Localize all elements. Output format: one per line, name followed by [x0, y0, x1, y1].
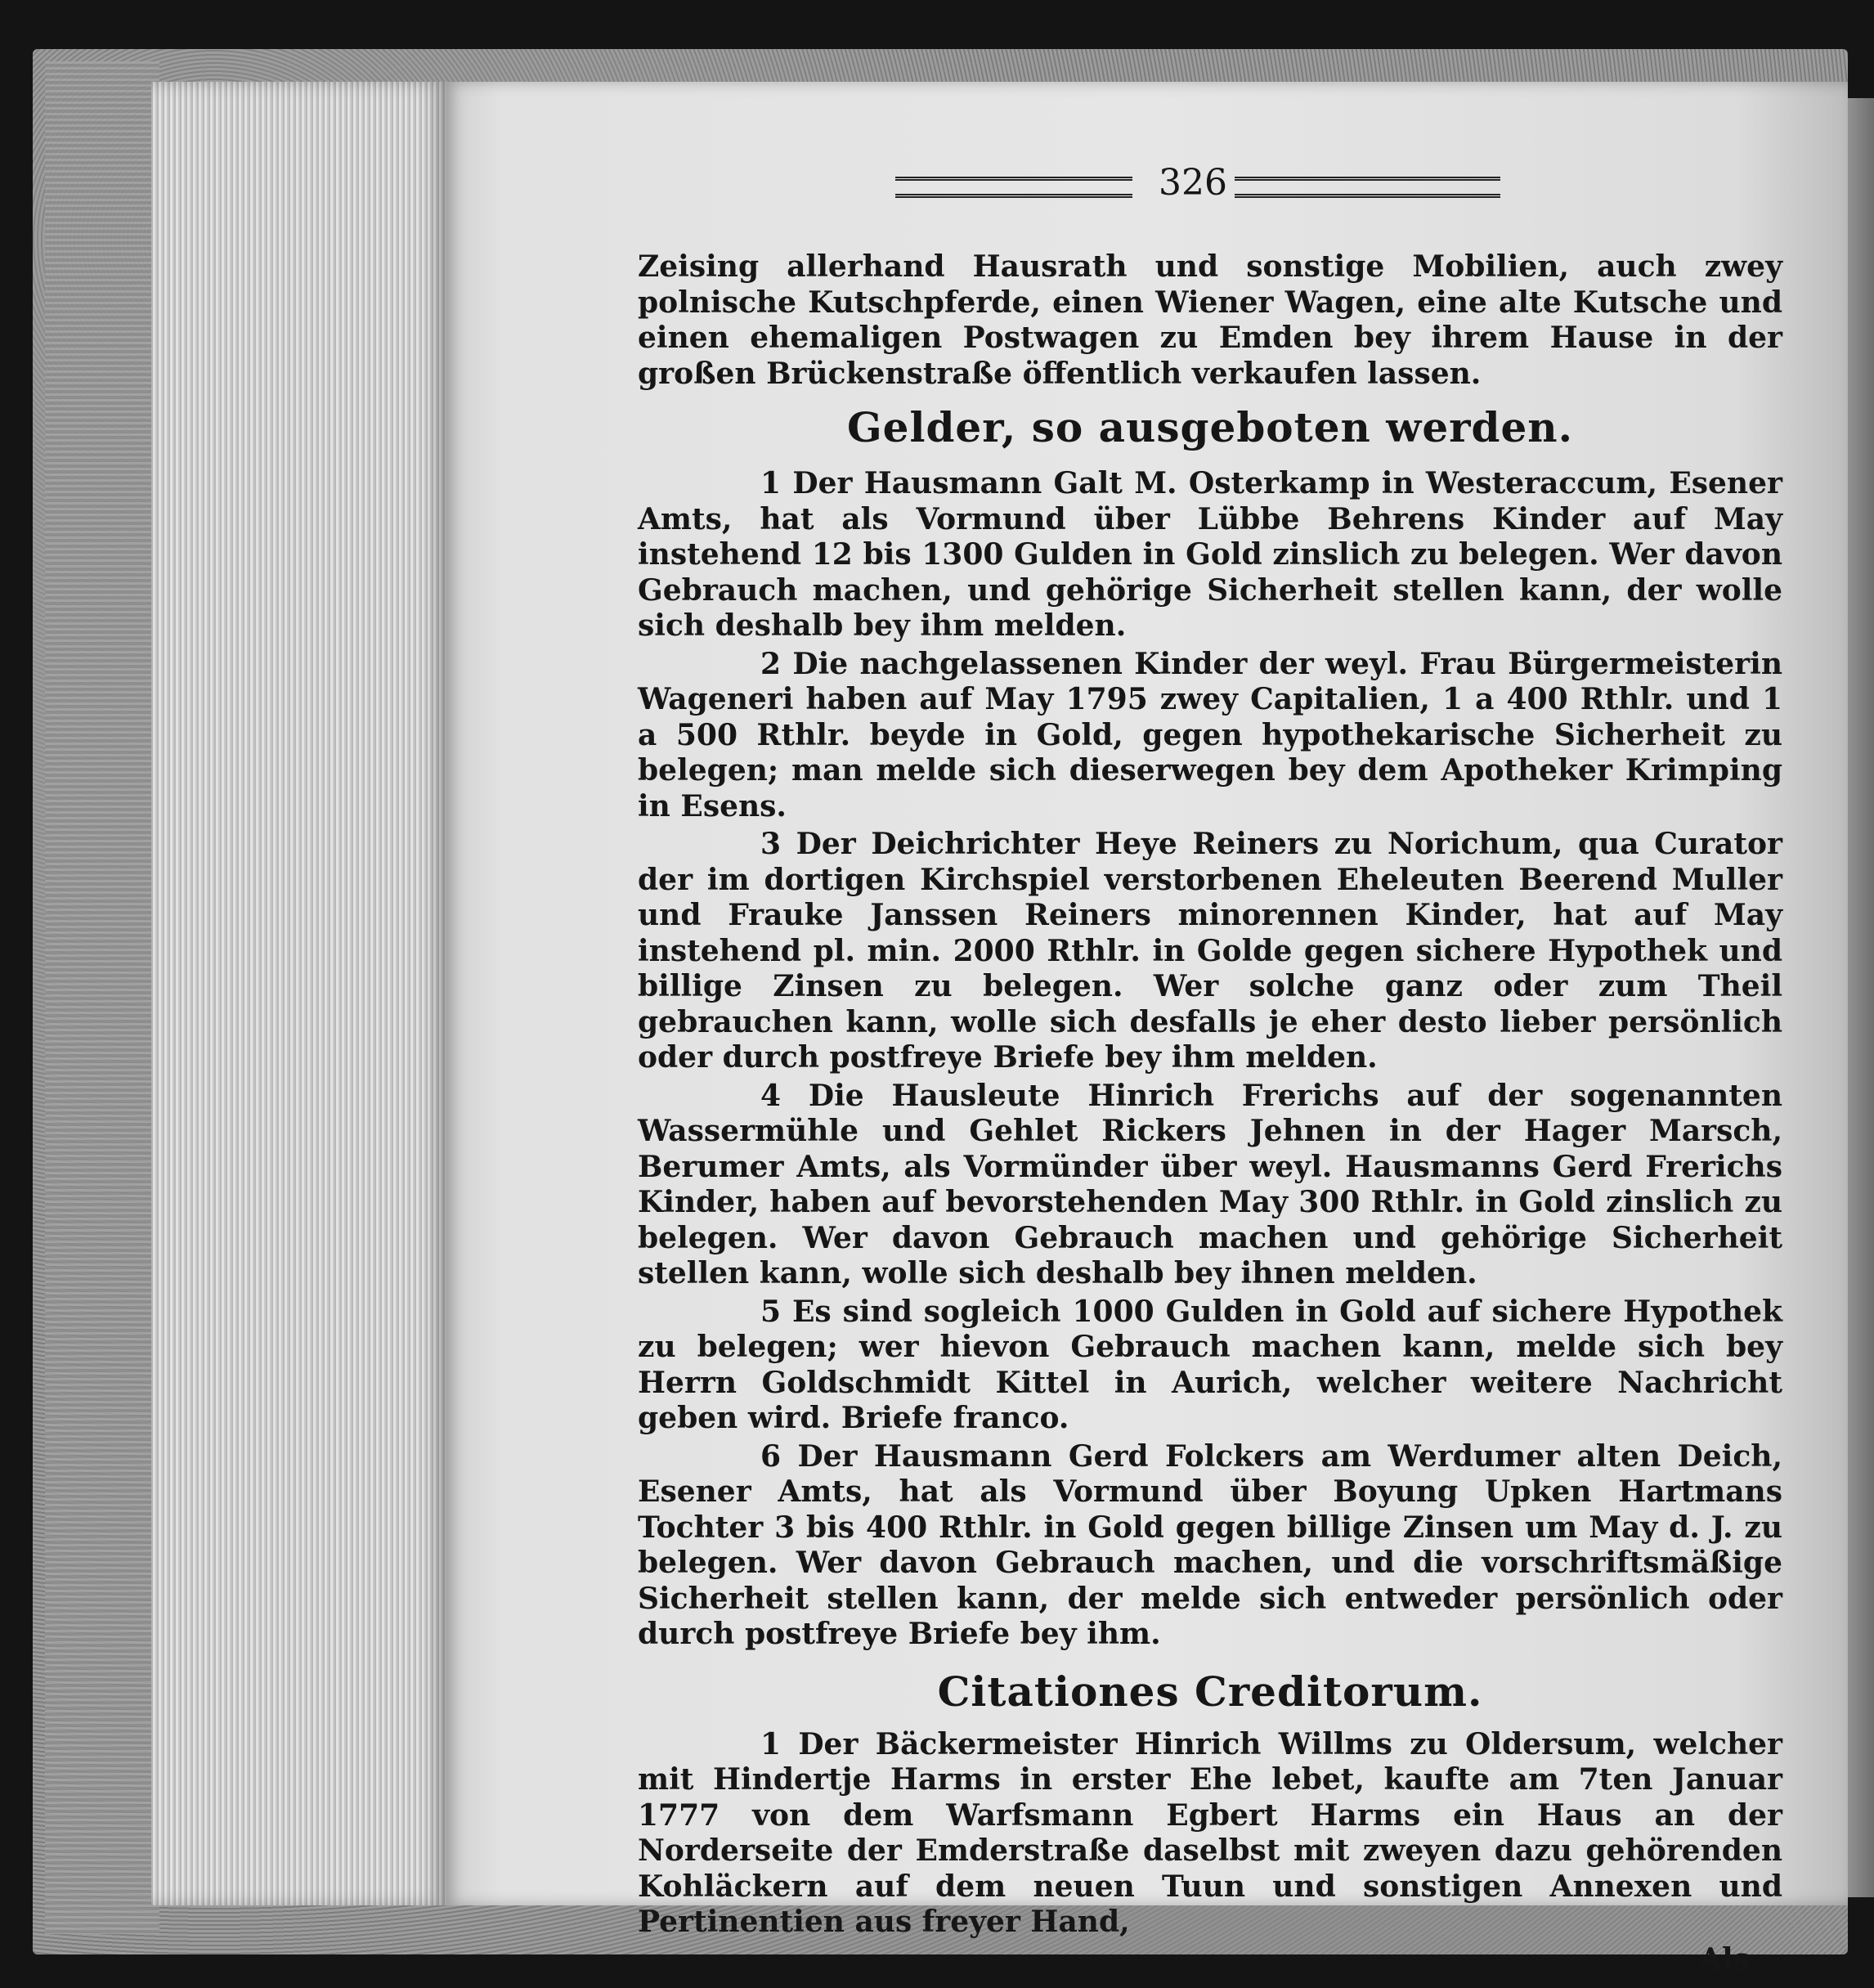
header-rule-right [1235, 177, 1500, 198]
item-text: Die nachgelassenen Kinder der weyl. Frau Bürgermeisterin Wageneri haben auf May 1795 zwey Capitalien, 1 a 400 Rthlr. und 1 a 500 Rthlr. beyde in Gold, gegen hypothekarische Sicherheit zu belegen; man melde sich dieserwegen bey dem Apotheker Krimping in Esens. [638, 646, 1782, 823]
item-text: Es sind sogleich 1000 Gulden in Gold auf sichere Hypothek zu belegen; wer hievon Gebrauch machen kann, melde sich bey Herrn Goldschmidt Kittel in Aurich, welcher weitere Nachricht geben wird. Briefe franco. [638, 1294, 1782, 1435]
item-text: Der Hausmann Galt M. Osterkamp in Westeraccum, Esener Amts, hat als Vormund über Lübbe Behrens Kinder auf May instehend 12 bis 1300 Gulden in Gold zinslich zu belegen. Wer davon Gebrauch machen, und gehörige Sicherheit stellen kann, der wolle sich deshalb bey ihm melden. [638, 466, 1782, 643]
opening-paragraph: Zeising allerhand Hausrath und sonstige Mobilien, auch zwey polnische Kutschpferde, einen Wiener Wagen, eine alte Kutsche und einen ehemaligen Postwagen zu Emden bey ihrem Hause in der großen Brückenstraße öffentlich verkaufen lassen. [638, 249, 1782, 391]
page-number: 326 [1159, 162, 1227, 204]
cover-edge [45, 61, 159, 1934]
list-item [638, 1079, 1782, 1292]
item-number: 1 [760, 1726, 782, 1761]
catchword: Als [1699, 1941, 1750, 1977]
list-item [638, 647, 1782, 825]
item-text: Der Deichrichter Heye Reiners zu Norichum, qua Curator der im dortigen Kirchspiel verstorbenen Eheleuten Beerend Muller und Frauke Janssen Reiners minorennen Kinder, hat auf May instehend pl. min. 2000 Rthlr. in Golde gegen sichere Hypothek und billige Zinsen zu belegen. Wer solche ganz oder zum Theil gebrauchen kann, wolle sich desfalls je eher desto lieber persönlich oder durch postfreye Briefe bey ihm melden. [638, 827, 1782, 1075]
item-number: 5 [760, 1294, 782, 1329]
page-edges [151, 82, 446, 1905]
list-item [638, 1295, 1782, 1437]
page-header [895, 162, 1500, 211]
list-item [638, 466, 1782, 644]
section-heading-citationes: Citationes Creditorum. [937, 1667, 1483, 1716]
item-text: Der Hausmann Gerd Folckers am Werdumer alten Deich, Esener Amts, hat als Vormund über Boyung Upken Hartmans Tochter 3 bis 400 Rthlr. in Gold gegen billige Zinsen um May d. J. zu belegen. Wer davon Gebrauch machen, und die vorschriftsmäßige Sicherheit stellen kann, der melde sich entweder persönlich oder durch postfreye Briefe bey ihm. [638, 1438, 1782, 1651]
section-heading-gelder: Gelder, so ausgeboten werden. [846, 403, 1574, 451]
header-rule-left [895, 177, 1132, 198]
item-number: 4 [760, 1078, 782, 1113]
item-number: 3 [760, 827, 782, 861]
list-item [638, 827, 1782, 1076]
item-text: Der Bäckermeister Hinrich Willms zu Oldersum, welcher mit Hindertje Harms in erster Ehe lebet, kaufte am 7ten Januar 1777 von dem Warfsmann Egbert Harms ein Haus an der Norderseite der Emderstraße daselbst mit zweyen dazu gehörenden Kohläckern auf dem neuen Tuun und sonstigen Annexen und Pertinentien aus freyer Hand, [638, 1726, 1782, 1939]
item-text: Die Hausleute Hinrich Frerichs auf der sogenannten Wassermühle und Gehlet Rickers Jehnen in der Hager Marsch, Berumer Amts, als Vormünder über weyl. Hausmanns Gerd Frerichs Kinder, haben auf bevorstehenden May 300 Rthlr. in Gold zinslich zu belegen. Wer davon Gebrauch machen und gehörige Sicherheit stellen kann, wolle sich deshalb bey ihnen melden. [638, 1078, 1782, 1290]
item-number: 1 [760, 466, 782, 500]
list-item [638, 1727, 1782, 1941]
item-number: 2 [760, 646, 782, 681]
list-item [638, 1439, 1782, 1653]
page-body [638, 249, 1782, 1976]
item-number: 6 [760, 1438, 782, 1474]
